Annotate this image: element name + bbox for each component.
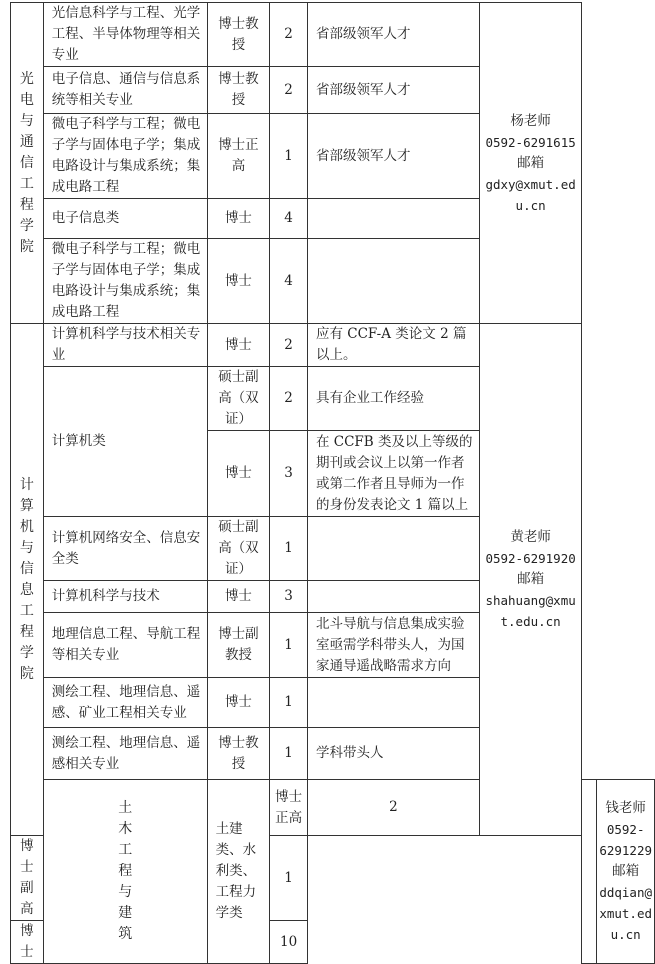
major-cell: 计算机网络安全、信息安全类: [43, 517, 207, 581]
contact-email-label: 邮箱: [517, 154, 545, 171]
title-cell: 博士: [207, 581, 270, 613]
count-cell: 1: [270, 517, 308, 581]
major-cell: 电子信息类: [43, 199, 207, 239]
count-cell: 3: [270, 581, 308, 613]
contact-cell: [479, 3, 581, 324]
contact-email: ddqian@xmut.edu.cn: [599, 885, 653, 942]
count-cell: 2: [270, 367, 308, 431]
title-cell: 博士教授: [207, 3, 270, 67]
title-cell: 博士教授: [207, 728, 270, 780]
requirement-cell: [307, 199, 479, 239]
title-cell: 博士副教授: [207, 613, 270, 678]
title-cell: 博士: [207, 678, 270, 728]
contact-cell: [479, 324, 581, 836]
major-cell: 电子信息、通信与信息系统等相关专业: [43, 67, 207, 114]
college-cell: [11, 3, 44, 324]
count-cell: 1: [270, 836, 308, 921]
count-cell: 4: [270, 199, 308, 239]
major-cell: 微电子科学与工程；微电子学与固体电子学；集成电路设计与集成系统；集成电路工程: [43, 114, 207, 199]
count-cell: 1: [270, 728, 308, 780]
title-cell: 博士: [11, 921, 44, 964]
contact-email: shahuang@xmut.edu.cn: [485, 593, 576, 629]
title-cell: 博士: [207, 199, 270, 239]
count-cell: 4: [270, 239, 308, 324]
requirement-cell: [307, 678, 479, 728]
title-cell: 博士: [207, 324, 270, 367]
contact-name: 钱老师: [605, 800, 646, 816]
count-cell: 2: [270, 324, 308, 367]
requirement-cell: 应有 CCF-A 类论文 2 篇以上。: [307, 324, 479, 367]
major-cell: 计算机类: [43, 367, 207, 517]
major-cell: 测绘工程、地理信息、遥感、矿业工程相关专业: [43, 678, 207, 728]
college-cell: [43, 780, 207, 964]
contact-email-label: 邮箱: [517, 571, 545, 587]
title-cell: 博士副高: [11, 836, 44, 921]
count-cell: 2: [270, 67, 308, 114]
contact-phone: 0592-6291615: [485, 134, 576, 150]
college-name: 计算机与信息工程学院: [19, 476, 34, 682]
title-cell: 博士正高: [270, 780, 308, 836]
requirement-cell: [307, 239, 479, 324]
requirement-cell: 学科带头人: [307, 728, 479, 780]
requirement-cell: 省部级领军人才: [307, 3, 479, 67]
count-cell: 10: [270, 921, 308, 964]
contact-phone: 0592-6291920: [485, 551, 576, 566]
contact-phone: 0592-6291229: [599, 822, 653, 858]
requirement-cell: [582, 780, 597, 964]
requirement-cell: 省部级领军人才: [307, 114, 479, 199]
contact-email-label: 邮箱: [612, 863, 640, 879]
count-cell: 2: [270, 3, 308, 67]
title-cell: 博士正高: [207, 114, 270, 199]
title-cell: 博士: [207, 431, 270, 517]
requirement-cell: [307, 517, 479, 581]
major-cell: 地理信息工程、导航工程等相关专业: [43, 613, 207, 678]
count-cell: 3: [270, 431, 308, 517]
requirement-cell: 省部级领军人才: [307, 67, 479, 114]
count-cell: 2: [307, 780, 479, 836]
requirement-cell: [307, 581, 479, 613]
contact-email: gdxy@xmut.edu.cn: [485, 176, 576, 213]
major-cell: 光信息科学与工程、光学工程、半导体物理等相关专业: [43, 3, 207, 67]
requirement-cell: 具有企业工作经验: [307, 367, 479, 431]
major-cell: 土建类、水利类、工程力学类: [207, 780, 270, 964]
college-name: 土木工程与建筑: [118, 800, 133, 942]
title-cell: 硕士副高（双证）: [207, 517, 270, 581]
college-name: 光电与通信工程学院: [19, 70, 34, 255]
recruitment-table: [10, 2, 655, 964]
table-row: [11, 324, 655, 367]
count-cell: 1: [270, 114, 308, 199]
requirement-cell: 北斗导航与信息集成实验室亟需学科带头人，为国家通导遥战略需求方向: [307, 613, 479, 678]
table-row: [11, 3, 655, 67]
title-cell: 博士: [207, 239, 270, 324]
title-cell: 硕士副高（双证）: [207, 367, 270, 431]
contact-name: 杨老师: [510, 112, 551, 129]
requirement-cell: 在 CCFB 类及以上等级的期刊或会议上以第一作者或第二作者且导师为一作的身份发表论文 1 篇以上: [307, 431, 479, 517]
college-cell: [11, 324, 44, 836]
count-cell: 1: [270, 613, 308, 678]
major-cell: 测绘工程、地理信息、遥感相关专业: [43, 728, 207, 780]
title-cell: 博士教授: [207, 67, 270, 114]
major-cell: 微电子科学与工程；微电子学与固体电子学；集成电路设计与集成系统；集成电路工程: [43, 239, 207, 324]
count-cell: 1: [270, 678, 308, 728]
contact-name: 黄老师: [510, 529, 551, 545]
major-cell: 计算机科学与技术: [43, 581, 207, 613]
contact-cell: [597, 780, 655, 964]
major-cell: 计算机科学与技术相关专业: [43, 324, 207, 367]
